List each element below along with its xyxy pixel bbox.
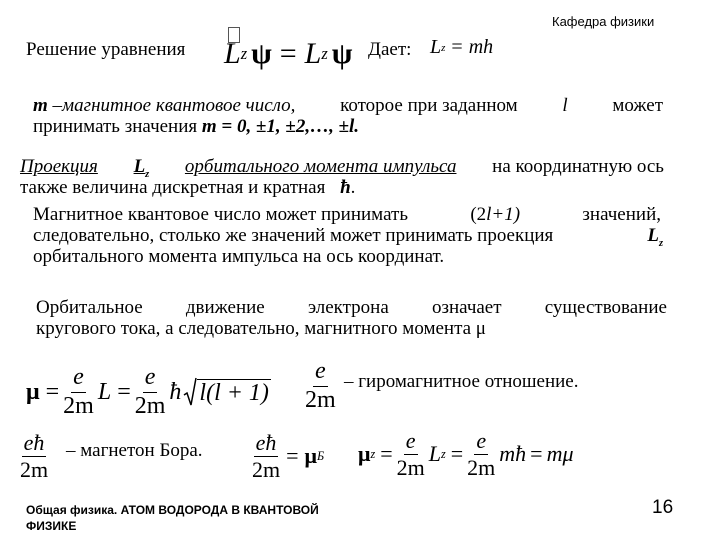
- muz-L-sub: z: [441, 446, 446, 461]
- orbital-word-4: означает: [431, 297, 502, 318]
- proj-L-sub: z: [145, 168, 150, 180]
- para-proj-line2-text: также величина дискретная и кратная: [20, 177, 326, 198]
- gives-value: mh: [468, 36, 494, 58]
- fraction-num: e: [476, 428, 487, 454]
- bohr-eq: =: [286, 443, 299, 468]
- para-proj-line2: [20, 178, 355, 198]
- para-orbital-line2: кругового тока, а следовательно, магнитного момента μ: [36, 318, 486, 339]
- para-values-b: (2: [470, 204, 487, 225]
- gives-label: Дает:: [368, 39, 412, 60]
- formula-mu: [26, 364, 271, 420]
- page-number: 16: [652, 497, 674, 518]
- para-values-l: l: [486, 204, 492, 225]
- mu-symbol: μ: [26, 378, 40, 405]
- fraction-num: eħ: [255, 430, 277, 456]
- mu-L: L: [97, 378, 112, 405]
- para-values-e: значений,: [582, 204, 661, 225]
- para-m-line1: [33, 96, 663, 116]
- sqrt-expression: [183, 377, 271, 407]
- para-orbital-line1: [36, 298, 667, 318]
- fraction-num: e: [405, 428, 416, 454]
- projection-word: Проекция: [20, 156, 98, 177]
- proj-axis-text: на координатную ось: [492, 156, 664, 177]
- muz-symbol: μ: [358, 441, 371, 466]
- l-symbol: l: [562, 95, 568, 116]
- equals-sign: =: [279, 37, 297, 70]
- footer-title: [26, 502, 319, 534]
- eigen-equation: [224, 34, 352, 74]
- orbital-word-5: существование: [544, 297, 667, 318]
- fraction-bohr-2: [252, 431, 280, 480]
- fraction-num: e: [313, 359, 328, 386]
- gives-L-sub: z: [441, 41, 446, 54]
- values-L: L: [647, 225, 659, 246]
- psi-symbol-rhs: ψ: [331, 37, 353, 70]
- fraction-den: 2m: [63, 392, 94, 419]
- magnetic-number-term: –магнитное квантовое число,: [52, 95, 296, 116]
- gives-formula: [430, 36, 493, 59]
- para-m-line2-text: принимать значения: [33, 116, 198, 137]
- fraction-den: 2m: [20, 456, 49, 482]
- mu-bohr-sub: Б: [317, 448, 325, 463]
- muz-eq1: =: [380, 441, 393, 466]
- fraction-den: 2m: [305, 386, 336, 413]
- orbital-word-1: Орбитальное: [36, 297, 143, 318]
- muz-L: L: [428, 441, 441, 466]
- orbital-word-2: движение: [185, 297, 265, 318]
- m-values: m = 0, ±1, ±2,…, ±l.: [201, 116, 360, 137]
- values-L-sub: z: [658, 237, 663, 249]
- mu-eq1: =: [45, 378, 60, 405]
- para-m-rest: которое при заданном: [340, 95, 518, 116]
- fraction-num: e: [71, 365, 86, 392]
- fraction-den: 2m: [467, 454, 496, 480]
- value-L-sub: z: [321, 44, 328, 63]
- footer-title-line2: ФИЗИКЕ: [26, 519, 77, 533]
- fraction-gyro: [305, 359, 336, 412]
- orbital-momentum-term: орбитального момента импульса: [184, 156, 457, 177]
- value-L: L: [304, 37, 322, 70]
- equation-intro-label: Решение уравнения: [26, 39, 186, 60]
- orbital-word-3: электрона: [307, 297, 389, 318]
- muz-eq3: =: [530, 441, 543, 466]
- fraction-num: e: [143, 365, 158, 392]
- fraction-den: 2m: [252, 456, 281, 482]
- fraction-bohr: [20, 431, 48, 480]
- fraction-den: 2m: [396, 454, 425, 480]
- mu-eq2: =: [117, 378, 131, 405]
- gyromagnetic-text: – гиромагнитное отношение.: [344, 371, 579, 392]
- gives-L: L: [430, 36, 442, 58]
- fraction-num: eħ: [23, 430, 45, 456]
- para-values-line1: [33, 205, 661, 225]
- bohr-fraction: [20, 428, 48, 484]
- muz-eq2: =: [450, 441, 464, 466]
- operator-L: L: [224, 37, 241, 70]
- fraction-e-2m-2: [135, 365, 166, 418]
- para-values-line2-text: следовательно, столько же значений может принимать проекция: [33, 225, 554, 246]
- fraction-e-2m-1: [63, 365, 94, 418]
- department-header: Кафедра физики: [552, 14, 655, 29]
- period: .: [350, 177, 356, 198]
- fraction-muz-1: [397, 429, 425, 478]
- muz-tail: mħ: [499, 441, 527, 466]
- footer-title-line1: Общая физика. АТОМ ВОДОРОДА В КВАНТОВОЙ: [26, 503, 319, 517]
- sqrt-argument: l(l + 1): [199, 380, 269, 406]
- gyromagnetic-formula: [305, 358, 336, 414]
- para-values-line3: орбитального момента импульса на ось координат.: [33, 246, 445, 267]
- mu-bohr: μ: [304, 443, 318, 468]
- para-values-d: +1): [491, 204, 521, 225]
- m-symbol: m: [33, 95, 48, 116]
- para-values-a: Магнитное квантовое число может принимать: [33, 204, 408, 225]
- para-m-end: может: [612, 95, 663, 116]
- hbar-symbol: ħ: [340, 177, 351, 198]
- psi-symbol: ψ: [251, 37, 272, 70]
- fraction-den: 2m: [134, 392, 166, 419]
- radical-sign-icon: [183, 377, 197, 407]
- formula-mu-z: [358, 426, 574, 482]
- operator-L-sub: z: [240, 44, 248, 63]
- fraction-muz-2: [467, 429, 495, 478]
- mu-hbar: ħ: [169, 378, 182, 405]
- gives-equals: =: [451, 36, 463, 58]
- muz-sub: z: [370, 446, 376, 461]
- proj-L: L: [133, 156, 146, 177]
- bohr-text: – магнетон Бора.: [66, 440, 203, 461]
- para-m-line2: [33, 117, 359, 137]
- bohr-definition: [252, 428, 324, 484]
- muz-tail2: mμ: [546, 441, 574, 466]
